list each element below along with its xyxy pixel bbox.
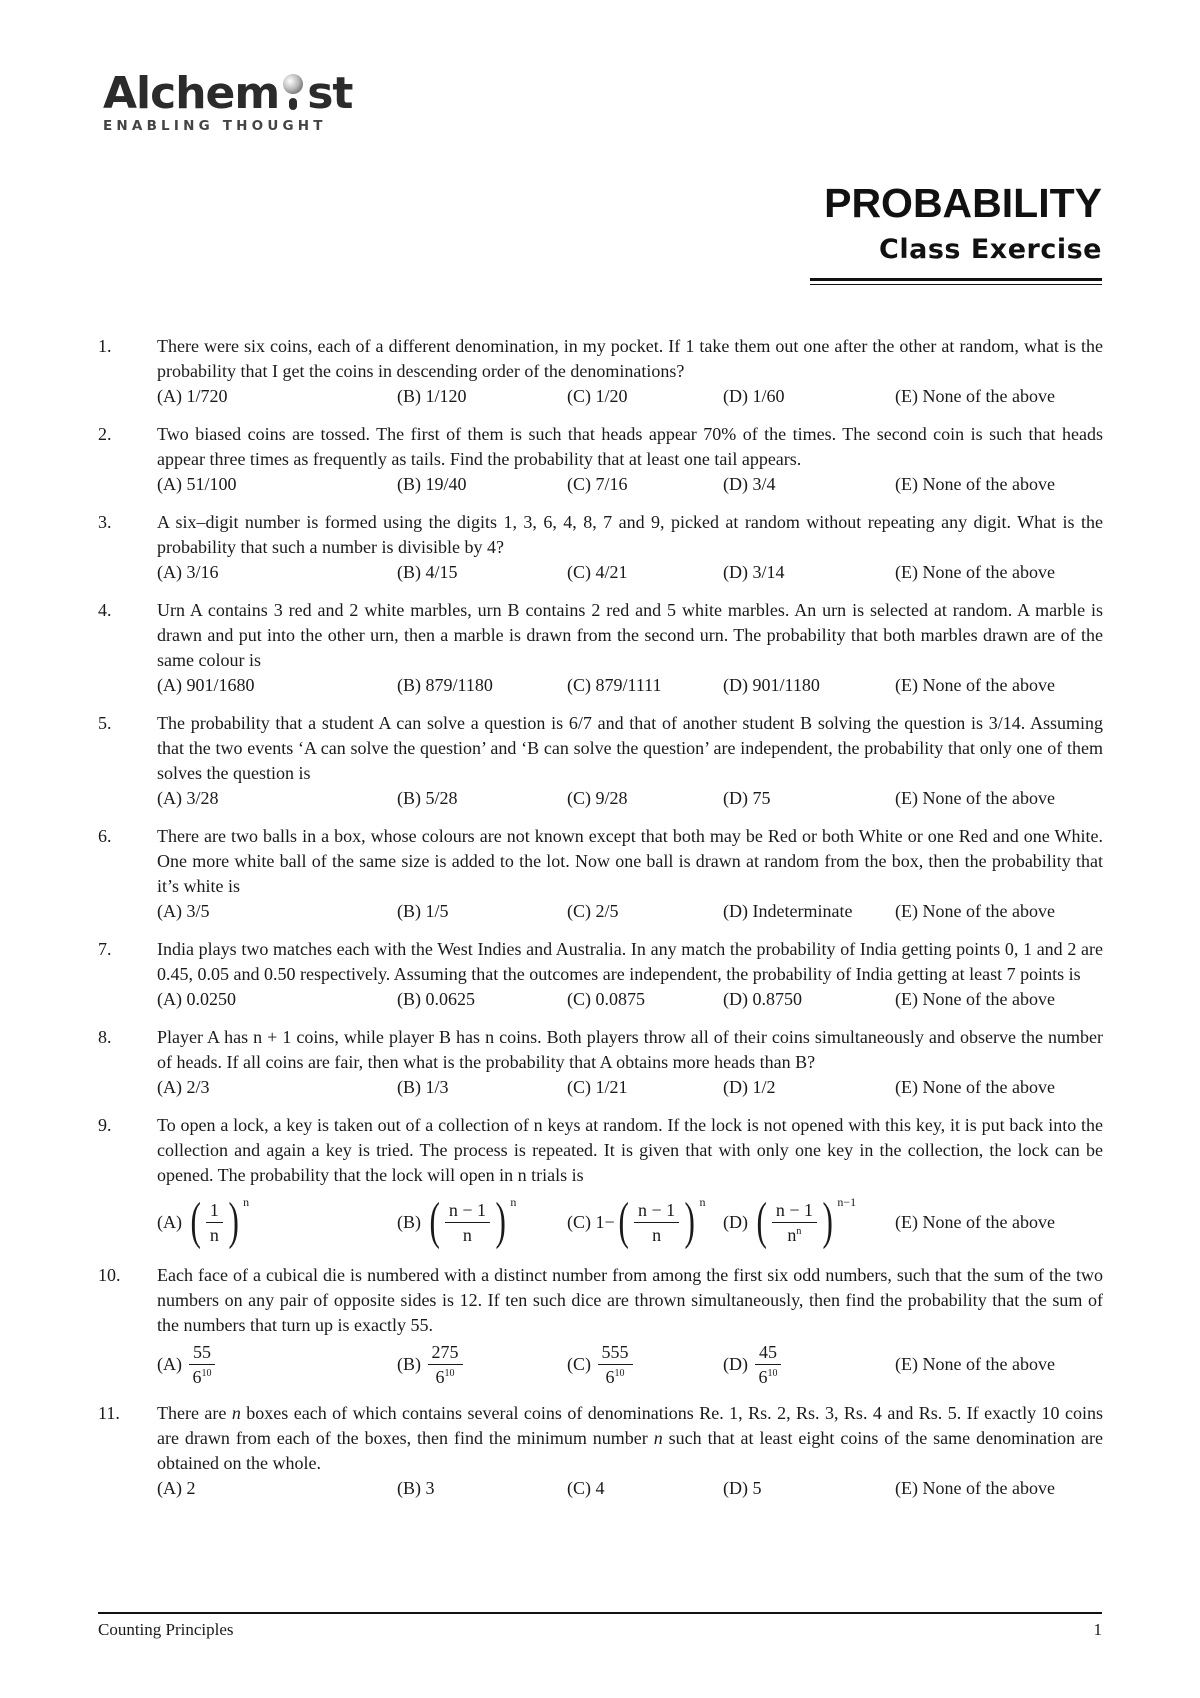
option-a: (A) 1/720 bbox=[157, 386, 228, 406]
option-c: (C) 1/20 bbox=[567, 386, 628, 406]
logo bbox=[103, 68, 353, 134]
page-subtitle: Class Exercise bbox=[879, 234, 1102, 265]
option-e: (E) None of the above bbox=[895, 675, 1055, 695]
option-c: (C) $\frac{555}{6^{10}}$ bbox=[567, 1341, 723, 1388]
answer-options bbox=[157, 560, 1103, 585]
question-4 bbox=[98, 598, 1103, 698]
question-number: 6. bbox=[98, 826, 112, 846]
option-d: (D) 75 bbox=[723, 788, 771, 808]
option-b: (B) 4/15 bbox=[397, 562, 458, 582]
question-text: Player A has n + 1 coins, while player B has n coins. Both players throw all of their coins simultaneously and observe the number of heads. If all coins are fair, then what is the probability that A obtains more heads than B? bbox=[157, 1027, 1103, 1072]
answer-options bbox=[157, 786, 1103, 811]
question-number: 11. bbox=[98, 1403, 120, 1423]
option-c: (C) 0.0875 bbox=[567, 989, 645, 1009]
title-divider-thin bbox=[810, 284, 1102, 285]
question-text: A six–digit number is formed using the digits 1, 3, 6, 4, 8, 7 and 9, picked at random without repeating any digit. What is the probability that such a number is divisible by 4? bbox=[157, 512, 1103, 557]
question-8 bbox=[98, 1025, 1103, 1100]
option-c: (C) 7/16 bbox=[567, 474, 628, 494]
option-a: (A) 0.0250 bbox=[157, 989, 236, 1009]
option-b: (B) 1/5 bbox=[397, 901, 449, 921]
option-d: (D) 1/60 bbox=[723, 386, 785, 406]
option-b: (B) 879/1180 bbox=[397, 675, 493, 695]
option-e: (E) None of the above bbox=[895, 1478, 1055, 1498]
option-e: (E) None of the above bbox=[895, 788, 1055, 808]
option-b: (B) 1/3 bbox=[397, 1077, 449, 1097]
option-a: (A) 2 bbox=[157, 1478, 196, 1498]
option-d: (D) 1/2 bbox=[723, 1077, 776, 1097]
logo-tagline: ENABLING THOUGHT bbox=[103, 118, 327, 134]
page-number: 1 bbox=[1093, 1620, 1102, 1639]
question-number: 1. bbox=[98, 336, 112, 356]
question-text: Urn A contains 3 red and 2 white marbles, urn B contains 2 red and 5 white marbles. An urn is selected at random. A marble is drawn and put into the other urn, then a marble is drawn from the second urn. The probability that both marbles drawn are of the same colour is bbox=[157, 600, 1103, 670]
title-divider-thick bbox=[810, 278, 1102, 281]
option-b: (B) $\frac{275}{6^{10}}$ bbox=[397, 1341, 567, 1388]
question-number: 5. bbox=[98, 713, 112, 733]
question-text: Each face of a cubical die is numbered with a distinct number from among the first six odd numbers, such that the sum of the two numbers on any pair of opposite sides is 12. If ten such dice are thrown simultaneously, then find the probability that the sum of the numbers that turn up is exactly 55. bbox=[157, 1265, 1103, 1335]
option-a: (A) 2/3 bbox=[157, 1077, 210, 1097]
question-list bbox=[98, 334, 1103, 1514]
option-b: (B) 1/120 bbox=[397, 386, 467, 406]
question-5 bbox=[98, 711, 1103, 811]
fraction: $\frac{n - 1}{n}$ bbox=[445, 1199, 490, 1246]
footer-chapter: Counting Principles bbox=[98, 1620, 234, 1639]
fraction: $\frac{275}{6^{10}}$ bbox=[428, 1341, 463, 1388]
option-a: (A) $\frac{55}{6^{10}}$ bbox=[157, 1341, 397, 1388]
option-d: (D) Indeterminate bbox=[723, 901, 853, 921]
option-d: (D) 3/4 bbox=[723, 474, 776, 494]
question-text: India plays two matches each with the West Indies and Australia. In any match the probability of India getting points 0, 1 and 2 are 0.45, 0.05 and 0.50 respectively. Assuming that the outcomes are independent, the probability of India getting at least 7 points is bbox=[157, 939, 1103, 984]
question-10 bbox=[98, 1263, 1103, 1388]
answer-options bbox=[157, 472, 1103, 497]
option-b: (B) ( $\frac{n - 1}{n}$ ) n bbox=[397, 1193, 517, 1250]
option-e: (E) None of the above bbox=[895, 474, 1055, 494]
question-number: 2. bbox=[98, 424, 112, 444]
question-number: 3. bbox=[98, 512, 112, 532]
answer-options bbox=[157, 1476, 1103, 1501]
option-a: (A) 3/28 bbox=[157, 788, 219, 808]
fraction: $\frac{n - 1}{n}$ bbox=[634, 1199, 679, 1246]
question-number: 10. bbox=[98, 1265, 121, 1285]
fraction: $\frac{55}{6^{10}}$ bbox=[189, 1341, 216, 1388]
question-number: 4. bbox=[98, 600, 112, 620]
footer-divider bbox=[98, 1612, 1102, 1614]
option-a: (A) 3/5 bbox=[157, 901, 210, 921]
question-text: To open a lock, a key is taken out of a collection of n keys at random. If the lock is not opened with this key, it is put back into the collection and again a key is tried. The process is repeated. It is given that with only one key in the collection, the lock can be opened. The probability that the lock will open in n trials is bbox=[157, 1115, 1103, 1185]
question-1 bbox=[98, 334, 1103, 409]
question-text: There are two balls in a box, whose colours are not known except that both may be Red or both White or one Red and one White. One more white ball of the same size is added to the lot. Now one ball is drawn at random from the box, then the probability that it’s white is bbox=[157, 826, 1103, 896]
option-d: (D) 0.8750 bbox=[723, 989, 802, 1009]
option-c: (C) 4/21 bbox=[567, 562, 628, 582]
option-c: (C) 1/21 bbox=[567, 1077, 628, 1097]
answer-options bbox=[157, 673, 1103, 698]
answer-options bbox=[157, 1075, 1103, 1100]
option-a: (A) 51/100 bbox=[157, 474, 237, 494]
option-c: (C) 9/28 bbox=[567, 788, 628, 808]
fraction: $\frac{45}{6^{10}}$ bbox=[755, 1341, 782, 1388]
option-b: (B) 19/40 bbox=[397, 474, 467, 494]
question-3 bbox=[98, 510, 1103, 585]
question-9 bbox=[98, 1113, 1103, 1250]
option-c: (C) 879/1111 bbox=[567, 675, 662, 695]
question-11 bbox=[98, 1401, 1103, 1501]
title-block bbox=[824, 180, 1102, 265]
question-number: 9. bbox=[98, 1115, 112, 1135]
answer-options bbox=[157, 1194, 1103, 1250]
option-e: (E) None of the above bbox=[895, 901, 1055, 921]
answer-options bbox=[157, 1340, 1103, 1388]
fraction: $\frac{555}{6^{10}}$ bbox=[598, 1341, 633, 1388]
logo-ball-icon bbox=[283, 76, 303, 116]
logo-wordmark: Alchem st bbox=[103, 68, 353, 119]
fraction: $\frac{1}{n}$ bbox=[206, 1199, 223, 1246]
question-2 bbox=[98, 422, 1103, 497]
question-7 bbox=[98, 937, 1103, 1012]
option-a: (A) 3/16 bbox=[157, 562, 219, 582]
question-6 bbox=[98, 824, 1103, 924]
option-d: (D) 901/1180 bbox=[723, 675, 820, 695]
answer-options bbox=[157, 987, 1103, 1012]
question-text: Two biased coins are tossed. The first of them is such that heads appear 70% of the times. The second coin is such that heads appear three times as frequently as tails. Find the probability that at least one tail appears. bbox=[157, 424, 1103, 469]
question-text: The probability that a student A can solve a question is 6/7 and that of another student B solving the question is 3/14. Assuming that the two events ‘A can solve the question’ and ‘B can solve the question’ are independent, the probability that only one of them solves the question is bbox=[157, 713, 1103, 783]
option-e: (E) None of the above bbox=[895, 1353, 1055, 1374]
answer-options bbox=[157, 384, 1103, 409]
question-text: There are n boxes each of which contains several coins of denominations Re. 1, Rs. 2, Rs. 3, Rs. 4 and Rs. 5. If exactly 10 coins are drawn from each of the boxes, then find the minimum number n such that at least eight coins of the same denomination are obtained on the whole. bbox=[157, 1403, 1103, 1473]
option-b: (B) 3 bbox=[397, 1478, 435, 1498]
option-e: (E) None of the above bbox=[895, 1211, 1055, 1232]
option-b: (B) 0.0625 bbox=[397, 989, 475, 1009]
option-c: (C) 1− ( $\frac{n - 1}{n}$ ) n bbox=[567, 1193, 706, 1250]
question-text: There were six coins, each of a different denomination, in my pocket. If 1 take them out one after the other at random, what is the probability that I get the coins in descending order of the denominations? bbox=[157, 336, 1103, 381]
option-c: (C) 2/5 bbox=[567, 901, 619, 921]
option-d: (D) ( $\frac{n - 1}{n^n}$ ) n−1 bbox=[723, 1193, 857, 1250]
page-title: PROBABILITY bbox=[824, 180, 1102, 226]
option-e: (E) None of the above bbox=[895, 386, 1055, 406]
option-e: (E) None of the above bbox=[895, 989, 1055, 1009]
option-a: (A) 901/1680 bbox=[157, 675, 255, 695]
option-d: (D) $\frac{45}{6^{10}}$ bbox=[723, 1341, 895, 1388]
option-c: (C) 4 bbox=[567, 1478, 605, 1498]
option-d: (D) 5 bbox=[723, 1478, 762, 1498]
option-b: (B) 5/28 bbox=[397, 788, 458, 808]
fraction: $\frac{n - 1}{n^n}$ bbox=[772, 1199, 817, 1246]
option-a: (A) ( $\frac{1}{n}$ ) n bbox=[157, 1193, 250, 1250]
question-number: 7. bbox=[98, 939, 112, 959]
question-number: 8. bbox=[98, 1027, 112, 1047]
answer-options bbox=[157, 899, 1103, 924]
option-e: (E) None of the above bbox=[895, 1077, 1055, 1097]
option-e: (E) None of the above bbox=[895, 562, 1055, 582]
option-d: (D) 3/14 bbox=[723, 562, 785, 582]
